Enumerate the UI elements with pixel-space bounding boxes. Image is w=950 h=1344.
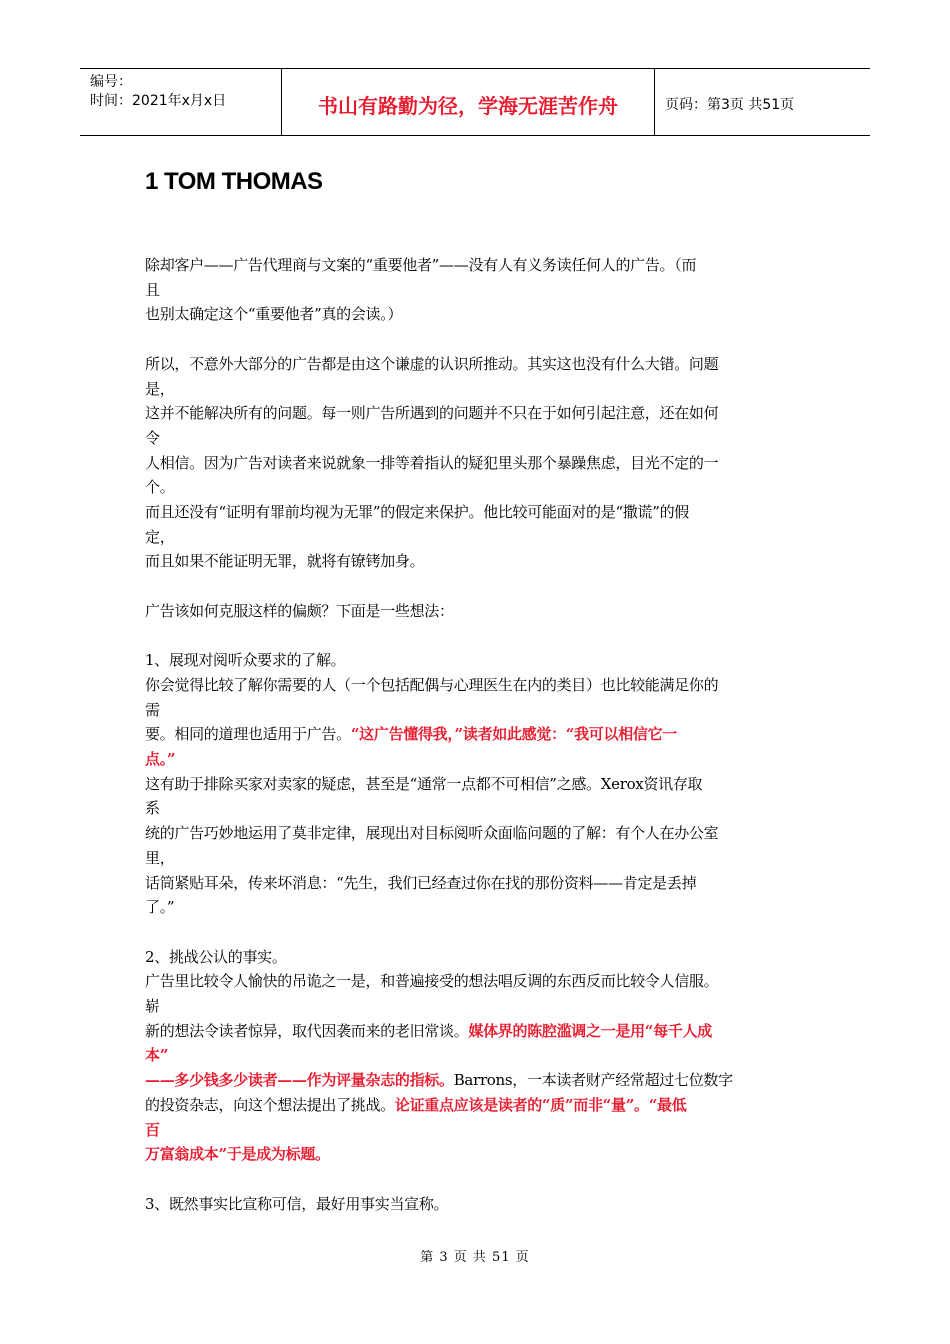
section-title: 1 TOM THOMAS	[145, 168, 323, 195]
list-heading-1: 1、展现对阅听众要求的了解。	[145, 651, 346, 670]
header-meta-cell	[80, 69, 282, 135]
body-line	[145, 1019, 813, 1044]
body-text: 的投资杂志，向这个想法提出了挑战。	[145, 1095, 395, 1114]
body-line: 这有助于排除买家对卖家的疑虑，甚至是“通常一点都不可相信”之感。Xerox资讯存取	[145, 774, 703, 793]
highlight-text: 媒体界的陈腔滥调之一是用“每千人成	[468, 1021, 712, 1040]
body-line: 而且如果不能证明无罪，就将有镣铐加身。	[145, 552, 425, 571]
body-line	[145, 722, 813, 747]
body-line: 广告里比较令人愉快的吊诡之一是，和普遍接受的想法唱反调的东西反而比较令人信服。	[145, 972, 719, 991]
body-line: 崭	[145, 997, 160, 1016]
body-line: 也别太确定这个“重要他者”真的会读。）	[145, 305, 403, 324]
body-line: 需	[145, 700, 160, 719]
body-line: 所以，不意外大部分的广告都是由这个谦虚的认识所推动。其实这也没有什么大错。问题	[145, 354, 719, 373]
body-line: 里，	[145, 848, 175, 867]
body-text: Barrons，一本读者财产经常超过七位数字	[453, 1071, 733, 1090]
body-line: 而且还没有“证明有罪前均视为无罪”的假定来保护。他比较可能面对的是“撒谎”的假	[145, 503, 689, 522]
body-line: 除却客户——广告代理商与文案的“重要他者”——没有人有义务读任何人的广告。（而	[145, 256, 697, 274]
list-heading-3: 3、既然事实比宣称可信，最好用事实当宣称。	[145, 1194, 449, 1213]
body-line: 这并不能解决所有的问题。每一则广告所遇到的问题并不只在于如何引起注意，还在如何	[145, 404, 719, 423]
body-line: 是，	[145, 379, 175, 398]
page-header	[80, 68, 870, 136]
body-line: 你会觉得比较了解你需要的人（一个包括配偶与心理医生在内的类目）也比较能满足你的	[145, 675, 719, 694]
body-line: 系	[145, 799, 160, 818]
highlight-line: 本”	[145, 1046, 169, 1065]
document-body	[145, 253, 813, 1216]
header-motto: 书山有路勤为径，学海无涯苦作舟	[282, 69, 655, 135]
page-footer: 第 3 页 共 51 页	[420, 1250, 530, 1265]
highlight-line: 万富翁成本”于是成为标题。	[145, 1145, 330, 1164]
document-number-label: 编号：	[90, 74, 132, 90]
paragraph-gap	[145, 574, 813, 599]
highlight-line: 点。”	[145, 750, 176, 769]
paragraph-gap	[145, 920, 813, 945]
body-line: 广告该如何克服这样的偏颇？下面是一些想法：	[145, 601, 454, 620]
highlight-text: “这广告懂得我，”读者如此感觉：“我可以相信它一	[350, 725, 677, 744]
document-date-label: 时间：2021年x月x日	[90, 93, 227, 109]
body-line: 了。”	[145, 898, 175, 917]
body-text: 要。相同的道理也适用于广告。	[145, 725, 351, 744]
body-line: 统的广告巧妙地运用了莫非定律，展现出对目标阅听众面临问题的了解：有个人在办公室	[145, 824, 719, 843]
highlight-text: ——多少钱多少读者——作为评量杂志的指标。	[145, 1071, 454, 1090]
body-line: 令	[145, 428, 160, 447]
header-page-info: 页码：第3页 共51页	[665, 97, 795, 113]
body-text: 新的想法令读者惊异，取代因袭而来的老旧常谈。	[145, 1021, 469, 1040]
highlight-text: 论证重点应该是读者的“质”而非“量”。“最低	[394, 1095, 687, 1114]
body-line	[145, 1093, 813, 1118]
body-line: 且	[145, 280, 160, 299]
paragraph-gap	[145, 327, 813, 352]
body-line: 人相信。因为广告对读者来说就象一排等着指认的疑犯里头那个暴躁焦虑，目光不定的一	[145, 453, 719, 472]
paragraph-gap	[145, 624, 813, 649]
paragraph-gap	[145, 1167, 813, 1192]
list-heading-2: 2、挑战公认的事实。	[145, 947, 287, 966]
body-line: 个。	[145, 478, 175, 497]
body-line: 话筒紧贴耳朵，传来坏消息：“先生，我们已经查过你在找的那份资料——肯定是丢掉	[145, 873, 697, 892]
body-line	[145, 1068, 813, 1093]
highlight-line: 百	[145, 1120, 160, 1139]
body-line: 定，	[145, 527, 175, 546]
